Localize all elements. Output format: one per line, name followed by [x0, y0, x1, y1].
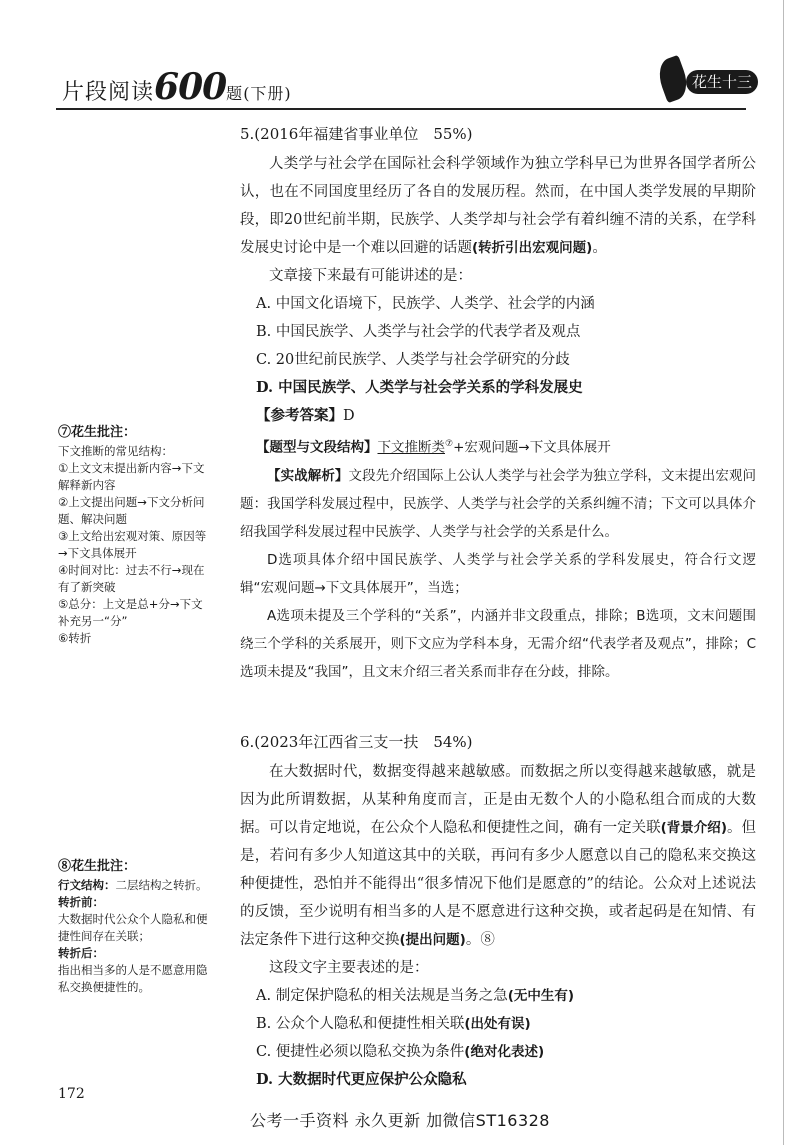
- analysis-2: D选项具体介绍中国民族学、人类学与社会学关系的学科发展史，符合行文逻辑“宏观问题→下文具体展开”，当选；: [240, 551, 756, 596]
- option-b: B. 中国民族学、人类学与社会学的代表学者及观点: [256, 324, 581, 340]
- side-note-8-title: ⑧花生批注：: [58, 859, 137, 874]
- option-d-correct: D. 中国民族学、人类学与社会学关系的学科发展史: [256, 379, 583, 396]
- title-prefix: 片段阅读: [62, 80, 155, 105]
- side-note-7: [58, 424, 208, 647]
- question-6-passage: 在大数据时代，数据变得越来越敏感。而数据之所以变得越来越敏感，就是因为此所谓数据，从某种角度而言，正是由无数个人的小隐私组合而成的大数据。可以肯定地说，在公众个人隐私和便捷性之间，确有一定关联(背景介绍)。但是，若问有多少人知道这其中的关联，再问有多少人愿意以自己的隐私来交换这种便捷性，恐怕并不能得出“很多情况下他们是愿意的”的结论。公众对上述说法的反馈，至少说明有相当多的人是不愿意进行这种交换，或者起码是在知情、有法定条件下进行这种交换(提出问题)。⑧: [240, 764, 757, 948]
- question-5-prompt: 文章接下来最有可能讲述的是：: [269, 268, 472, 284]
- side-note-line: ⑤总分：上文是总+分→下文补充另一“分”: [58, 597, 203, 628]
- passage-annotation: (背景介绍): [660, 820, 727, 836]
- option-a: A. 制定保护隐私的相关法规是当务之急(无中生有): [256, 988, 575, 1004]
- page-edge: [783, 0, 784, 1145]
- side-note-line: 行文结构：二层结构之转折。: [58, 878, 208, 892]
- side-note-line: 转折后：: [58, 946, 104, 960]
- book-title: [62, 66, 292, 108]
- option-b: B. 公众个人隐私和便捷性相关联(出处有误): [256, 1016, 531, 1032]
- title-number: 600: [154, 66, 227, 108]
- passage-annotation: (转折引出宏观问题): [472, 240, 593, 256]
- header-divider: [56, 108, 746, 110]
- question-6: [240, 728, 756, 1094]
- option-d-correct: D. 大数据时代更应保护公众隐私: [256, 1071, 467, 1088]
- question-5-heading: 5.(2016年福建省事业单位 55%): [240, 125, 473, 143]
- side-note-line: ④时间对比：过去不行→现在有了新突破: [58, 563, 205, 594]
- page-number: 172: [58, 1086, 85, 1102]
- option-c: C. 20世纪前民族学、人类学与社会学研究的分歧: [256, 352, 570, 368]
- reference-answer: 【参考答案】D: [256, 407, 355, 424]
- question-6-prompt: 这段文字主要表述的是：: [269, 960, 429, 976]
- question-5-passage: 人类学与社会学在国际社会科学领域作为独立学科早已为世界各国学者所公认，也在不同国度里经历了各自的发展历程。然而，在中国人类学发展的早期阶段，即20世纪前半期，民族学、人类学却与社会学有着纠缠不清的关系，在学科发展史讨论中是一个难以回避的话题(转折引出宏观问题)。: [240, 156, 756, 256]
- side-note-line: ①上文文末提出新内容→下文解释新内容: [58, 461, 205, 492]
- question-type-structure: 【题型与文段结构】下文推断类⑦+宏观问题→下文具体展开: [256, 439, 611, 456]
- side-note-line: 大数据时代公众个人隐私和便捷性间存在关联；: [58, 912, 208, 943]
- side-note-7-title: ⑦花生批注：: [58, 425, 137, 440]
- question-6-heading: 6.(2023年江西省三支一扶 54%): [240, 733, 473, 751]
- brand-logo: [658, 58, 754, 102]
- option-a: A. 中国文化语境下，民族学、人类学、社会学的内涵: [256, 296, 595, 312]
- passage-annotation: (提出问题): [399, 932, 466, 948]
- footer-watermark: 公考一手资料 永久更新 加微信ST16328: [249, 1111, 550, 1130]
- side-note-line: 转折前：: [58, 895, 104, 909]
- side-note-line: ⑥转折: [58, 631, 92, 645]
- logo-text: 花生十三: [686, 70, 758, 94]
- side-note-8: [58, 858, 208, 996]
- side-note-line: ③上文给出宏观对策、原因等→下文具体展开: [58, 529, 207, 560]
- side-note-line: 指出相当多的人是不愿意用隐私交换便捷性的。: [58, 963, 208, 994]
- analysis-3: A选项未提及三个学科的“关系”，内涵并非文段重点，排除；B选项，文末问题围绕三个学科的关系展开，则下文应为学科本身，无需介绍“代表学者及观点”，排除；C选项未提及“我国”，且文末介绍三者关系而非存在分歧，排除。: [240, 607, 756, 680]
- option-c: C. 便捷性必须以隐私交换为条件(绝对化表述): [256, 1044, 545, 1060]
- title-volume: (下册): [243, 84, 292, 103]
- side-note-line: 下文推断的常见结构：: [58, 444, 173, 458]
- analysis-1: 【实战解析】文段先介绍国际上公认人类学与社会学为独立学科，文末提出宏观问题：我国学科发展过程中，民族学、人类学与社会学的关系纠缠不清；下文可以具体介绍我国学科发展过程中民族学、人类学与社会学的关系是什么。: [240, 467, 757, 540]
- title-suffix: 题: [226, 84, 244, 103]
- question-5: [240, 120, 756, 686]
- side-note-line: ②上文提出问题→下文分析问题、解决问题: [58, 495, 205, 526]
